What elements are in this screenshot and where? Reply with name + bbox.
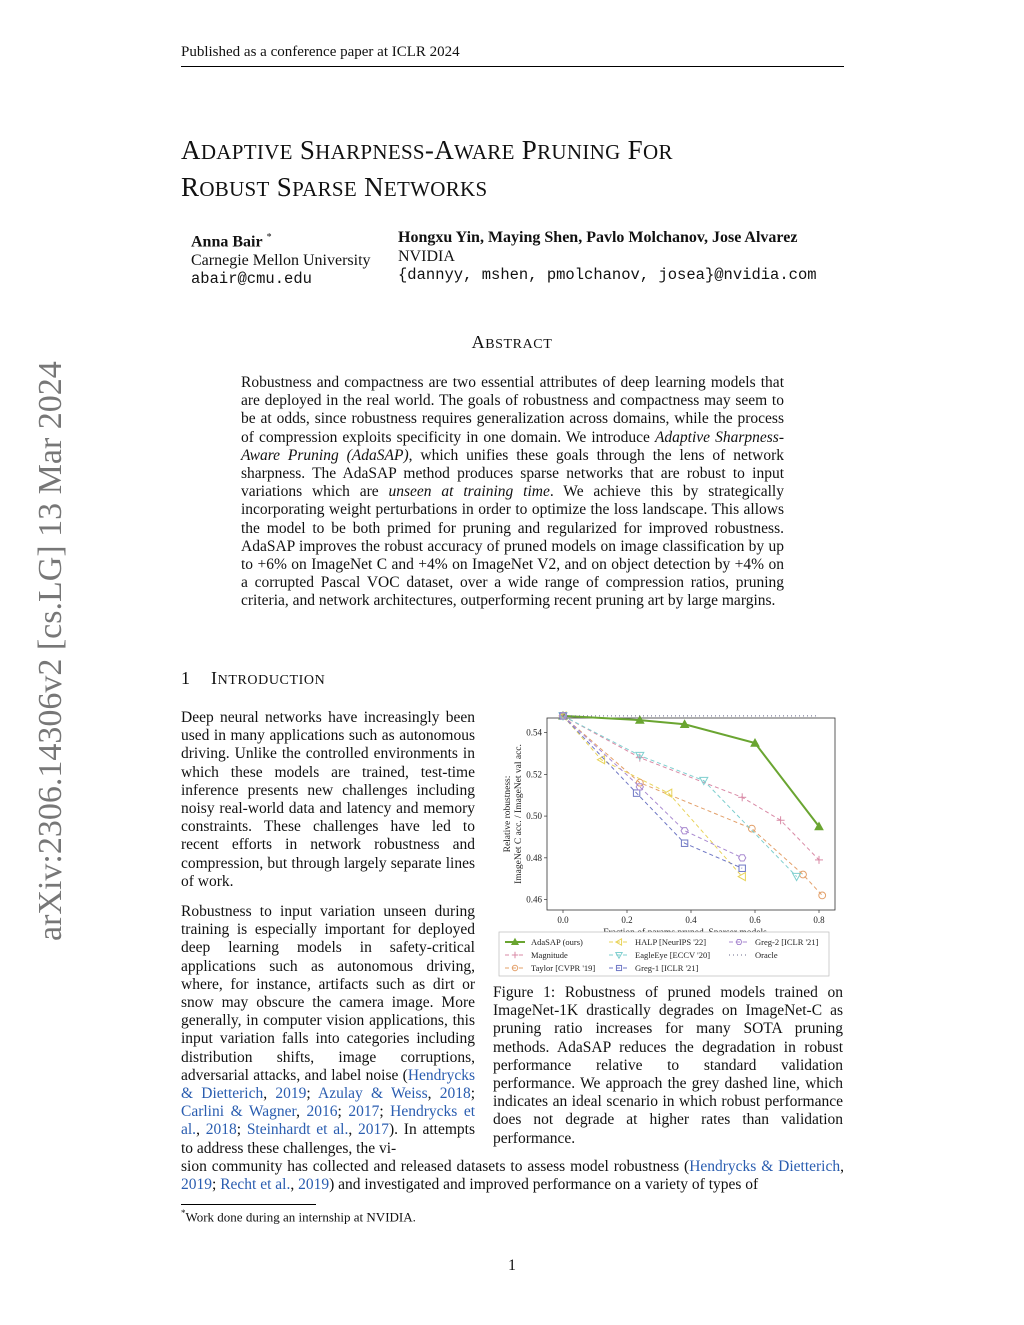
footnote <box>181 1208 416 1225</box>
legend-label: EagleEye [ECCV '20] <box>635 950 711 960</box>
author-block-1 <box>191 228 371 289</box>
y-tick-label: 0.50 <box>526 811 542 822</box>
page-number: 1 <box>508 1257 516 1274</box>
author-names: Hongxu Yin, Maying Shen, Pavlo Molchanov, Jose Alvarez <box>398 229 798 246</box>
citation-link[interactable]: Carlini & Wagner <box>181 1103 297 1121</box>
legend <box>499 932 829 976</box>
legend-label: HALP [NeurIPS '22] <box>635 937 707 947</box>
citation-link[interactable]: 2018 <box>439 1085 471 1103</box>
abstract-text <box>241 374 784 611</box>
legend-label: AdaSAP (ours) <box>531 937 583 947</box>
text: Robustness to input variation unseen during training is especially important for deployed deep learning models in safety-critical applications such as autonomous driving, where, for instance, artifacts such as dirt or snow may obscure the camera image. More generally, in computer vision applications, this input variation falls into categories including distribution shifts, image corruptions, adversarial attacks, and label noise ( <box>181 903 475 1084</box>
intro-paragraph-2: Robustness to input variation unseen during training is especially important for deployed deep learning models in safety-critical applications such as autonomous driving, where, for instance, artifacts such as dirt or snow may obscure the camera image. More generally, in computer vision applications, this input variation falls into categories including distribution shifts, image corruptions, adversarial attacks, and label noise (Hendrycks & Dietterich, 2019; Azulay & Weiss, 2018; Carlini & Wagner, 2016; 2017; Hendrycks et al., 2018; Steinhardt et al., 2017). In attempts to address these challenges, the vi- <box>181 903 476 1157</box>
y-axis-label-line-2: ImageNet C acc. / ImageNet val acc. <box>514 744 524 884</box>
legend-label: Greg-2 [ICLR '21] <box>755 937 819 947</box>
header-rule <box>181 66 844 67</box>
legend-label: Greg-1 [ICLR '21] <box>635 963 699 973</box>
author-affiliation: NVIDIA <box>398 248 455 265</box>
y-tick-label: 0.48 <box>526 852 542 863</box>
figure-caption: Figure 1: Robustness of pruned models trained on ImageNet-1K drastically degrades on ImageNet-C as pruning ratio increases for many SOTA pruning methods. AdaSAP reduces the degradation in robust performance relative to standard validation performance. We approach the grey dashed line, which indicates an ideal scenario in which robust performance does not degrade at higher rates than validation performance. <box>493 984 843 1147</box>
y-tick-label: 0.46 <box>526 894 542 905</box>
arxiv-stamp-text: arXiv:2306.14306v2 [cs.LG] 13 Mar 2024 <box>32 361 69 941</box>
citation-link[interactable]: 2017 <box>348 1103 380 1121</box>
citation-link[interactable]: Azulay & Weiss <box>318 1085 428 1103</box>
author-name: Anna Bair <box>191 233 263 251</box>
section-heading-intro <box>181 668 325 689</box>
author-email: abair@cmu.edu <box>191 270 312 289</box>
author-block-2 <box>398 228 817 285</box>
abstract-part: . We achieve this by strategically incorporating weight perturbations in order to optimize the loss landscape. This allows the model to be both primed for pruning and regularized for improved robustness. AdaSAP improves the robust accuracy of pruned models on image classification by up to +6% on ImageNet C and +4% on ImageNet V2, and on object detection by +4% on a corrupted Pascal VOC dataset, over a wide range of compression ratios, pruning criteria, and network architectures, outperforming recent pruning art by large margins. <box>241 483 784 610</box>
citation-link[interactable]: 2018 <box>205 1121 237 1139</box>
text: ). In attempts to address these challenges, the vi- <box>181 1121 476 1157</box>
footnote-text: Work done during an internship at NVIDIA. <box>185 1209 416 1225</box>
intro-paragraph-2-continued: sion community has collected and released datasets to assess model robustness (Hendrycks & Dietterich, 2019; Recht et al., 2019) and investigated and improved performance on a variety of types of <box>181 1158 844 1194</box>
citation-link[interactable]: Hendrycks et al. <box>181 1103 476 1139</box>
citation-link[interactable]: Hendrycks & Dietterich <box>689 1158 841 1175</box>
citation-link[interactable]: Steinhardt et al. <box>246 1121 349 1139</box>
abstract-emphasis: unseen at training time <box>388 483 550 501</box>
text: ) and investigated and improved performance on a variety of types of <box>329 1176 759 1194</box>
plot-frame <box>547 718 835 910</box>
abstract-part: , which unifies these goals through the lens of network sharpness. The AdaSAP method produces sparse networks that are robust to input variations which are <box>241 446 784 501</box>
title-line-1: ADAPTIVE SHARPNESS-AWARE PRUNING FOR <box>181 135 673 165</box>
legend-label: Oracle <box>755 950 778 960</box>
y-tick-label: 0.54 <box>526 727 542 738</box>
abstract-heading: ABSTRACT <box>471 332 553 352</box>
running-header: Published as a conference paper at ICLR 2024 <box>181 44 460 60</box>
citation-link[interactable]: 2016 <box>306 1103 338 1121</box>
citation-link[interactable]: Recht et al. <box>220 1176 291 1194</box>
citation-link[interactable]: 2019 <box>181 1176 212 1194</box>
intro-paragraph-1: Deep neural networks have increasingly been used in many applications such as autonomous driving. Unlike the controlled environments in which these models are trained, test-time inference presents new challenges including noisy real-world data and latency and memory constraints. These challenges have led to recent efforts in network robustness and compression, but through largely separate lines of work. <box>181 709 475 890</box>
y-tick-label: 0.52 <box>526 769 542 780</box>
abstract-part: Robustness and compactness are two essential attributes of deep learning models that are deployed in the real world. The goals of robustness and compactness may seem to be at odds, since robustness requires generalization across domains, while the process of compression exploits specificity in one domain. We introduce <box>241 374 784 446</box>
citation-link[interactable]: 2019 <box>298 1176 330 1194</box>
legend-label: Magnitude <box>531 950 568 960</box>
author-emails: {dannyy, mshen, pmolchanov, josea}@nvidia.com <box>398 266 817 284</box>
citation-link[interactable]: 2019 <box>275 1085 307 1103</box>
citation-link[interactable]: 2017 <box>357 1121 389 1139</box>
citation-link[interactable]: Hendrycks & Dietterich <box>181 1066 475 1103</box>
section-number: 1 <box>181 668 191 688</box>
x-tick-label: 0.8 <box>813 915 825 925</box>
x-tick-label: 0.2 <box>621 915 633 925</box>
figure-1-chart <box>497 708 847 978</box>
x-tick-label: 0.6 <box>749 915 761 925</box>
x-tick-label: 0.4 <box>685 915 697 925</box>
x-tick-label: 0.0 <box>557 915 569 925</box>
y-axis-label-line-1: Relative robustness: <box>503 775 513 853</box>
title-line-2: ROBUST SPARSE NETWORKS <box>181 172 488 202</box>
paper-title <box>181 133 673 207</box>
legend-label: Taylor [CVPR '19] <box>531 963 596 973</box>
author-affiliation: Carnegie Mellon University <box>191 252 371 270</box>
text: sion community has collected and released datasets to assess model robustness ( <box>181 1158 690 1175</box>
abstract-emphasis: Adaptive Sharpness-Aware Pruning (AdaSAP) <box>241 428 784 464</box>
footnote-rule <box>181 1204 316 1205</box>
section-title: INTRODUCTION <box>211 668 326 688</box>
author-footnote-mark: * <box>266 232 272 243</box>
footnote-mark: * <box>181 1208 186 1218</box>
